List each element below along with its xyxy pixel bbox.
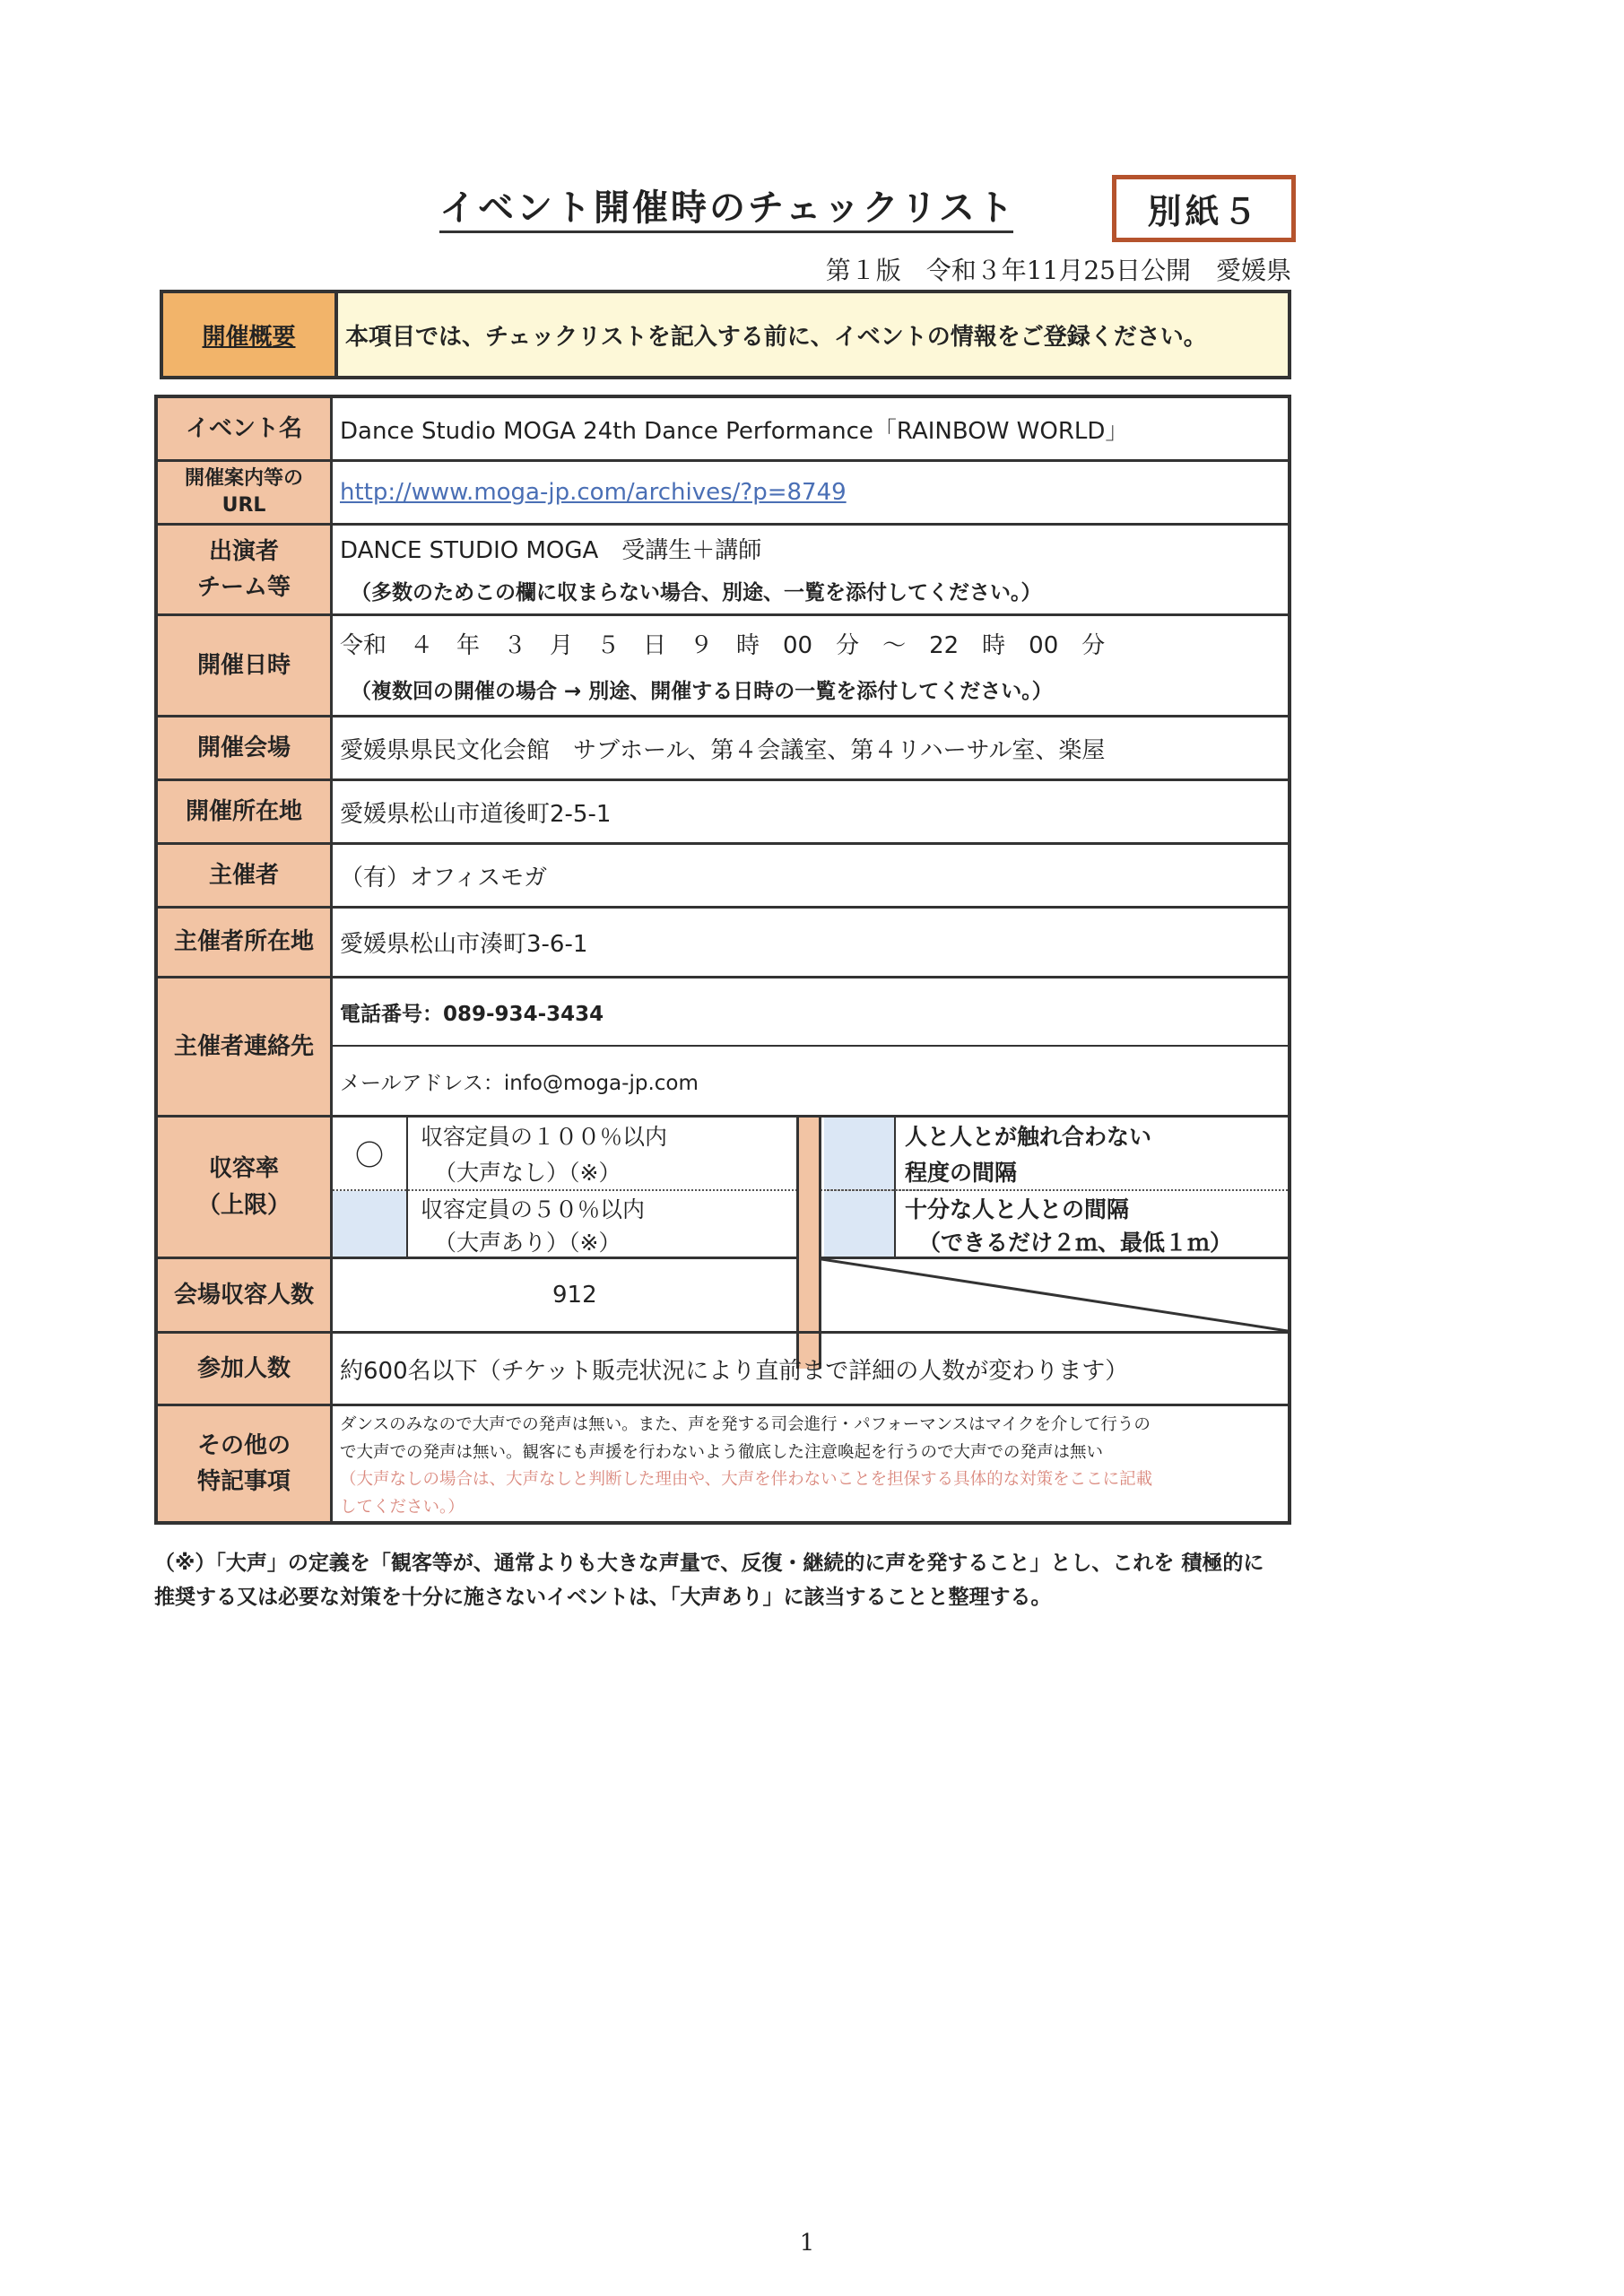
datetime-value: 令和 ４ 年 ３ 月 ５ 日 ９ 時 00 分 ～ 22 時 00 分 <box>340 631 1106 659</box>
footnote: （※）「大声」の定義を「観客等が、通常よりも大きな声量で、反復・継続的に声を発すること」とし、これを 積極的に推奨する又は必要な対策を十分に施さないイベントは、「大声あり」に該当することと整理する。 <box>154 1552 1264 1609</box>
overview-label: 開催概要 <box>160 290 334 379</box>
label-contact: 主催者連絡先 <box>158 978 333 1115</box>
label-organizer-address: 主催者所在地 <box>158 909 333 976</box>
selected-circle-mark[interactable]: 〇 <box>354 1138 384 1172</box>
performers-note: （多数のためこの欄に収まらない場合、別途、一覧を添付してください。） <box>351 581 1042 604</box>
attachment-badge: 別紙５ <box>1112 175 1296 242</box>
label-event-name: イベント名 <box>158 398 333 459</box>
label-other-notes: その他の 特記事項 <box>158 1406 333 1521</box>
other-notes-line2: で大声での発声は無い。観客にも声援を行わないよう徹底した注意喚起を行うので大声での発声は無い <box>340 1442 1104 1462</box>
label-performers: 出演者 チーム等 <box>158 526 333 613</box>
label-capacity-rate: 収容率 （上限） <box>158 1118 333 1257</box>
contact-phone: 電話番号：089-934-3434 <box>340 1002 604 1026</box>
option-100-line2: （大声なし）（※） <box>434 1160 621 1186</box>
option-checkbox-spacing[interactable] <box>824 1118 894 1189</box>
option-distance-line1: 十分な人と人との間隔 <box>905 1196 1130 1222</box>
label-participants: 参加人数 <box>158 1334 333 1404</box>
venue-capacity-value: 912 <box>552 1282 597 1309</box>
option-50-line2: （大声あり）（※） <box>434 1229 621 1256</box>
option-distance-line2: （できるだけ２ｍ、最低１ｍ） <box>918 1229 1233 1256</box>
option-spacing-line2: 程度の間隔 <box>905 1160 1018 1186</box>
other-notes-hint2: してください。） <box>340 1497 465 1517</box>
option-checkbox-50[interactable] <box>333 1191 406 1257</box>
event-name-value: Dance Studio MOGA 24th Dance Performance「RAINBOW WORLD」 <box>340 417 1129 445</box>
option-100-line1: 収容定員の１００％以内 <box>421 1124 668 1150</box>
venue-address-value: 愛媛県松山市道後町2-5-1 <box>340 800 612 828</box>
version-info: 第１版 令和３年11月25日公開 愛媛県 <box>825 256 1291 285</box>
label-venue-capacity: 会場収容人数 <box>158 1259 333 1331</box>
participants-value: 約600名以下（チケット販売状況により直前まで詳細の人数が変わります） <box>340 1357 1129 1385</box>
option-spacing-line1: 人と人とが触れ合わない <box>905 1124 1152 1150</box>
label-url: 開催案内等の URL <box>158 462 333 523</box>
label-venue: 開催会場 <box>158 718 333 778</box>
label-organizer: 主催者 <box>158 845 333 906</box>
overview-text: 本項目では、チェックリストを記入する前に、イベントの情報をご登録ください。 <box>334 290 1291 379</box>
page-number: 1 <box>799 2230 815 2257</box>
organizer-value: （有）オフィスモガ <box>340 864 548 891</box>
other-notes-line1: ダンスのみなので大声での発声は無い。また、声を発する司会進行・パフォーマンスはマイクを介して行うの <box>340 1415 1151 1434</box>
label-datetime: 開催日時 <box>158 616 333 715</box>
event-info-table <box>154 395 1291 1525</box>
option-checkbox-distance[interactable] <box>824 1191 894 1257</box>
label-venue-address: 開催所在地 <box>158 781 333 842</box>
page-title: イベント開催時のチェックリスト <box>439 179 1013 233</box>
organizer-address-value: 愛媛県松山市湊町3-6-1 <box>340 931 588 958</box>
venue-value: 愛媛県県民文化会館 サブホール、第４会議室、第４リハーサル室、楽屋 <box>340 736 1106 764</box>
option-50-line1: 収容定員の５０％以内 <box>421 1196 646 1222</box>
event-url-link[interactable]: http://www.moga-jp.com/archives/?p=8749 <box>340 479 847 506</box>
performers-value: DANCE STUDIO MOGA 受講生＋講師 <box>340 536 762 564</box>
diagonal-strike <box>821 1259 1288 1331</box>
contact-email: メールアドレス：info@moga-jp.com <box>340 1071 699 1095</box>
other-notes-hint1: （大声なしの場合は、大声なしと判断した理由や、大声を伴わないことを担保する具体的な対策をここに記載 <box>340 1470 1153 1490</box>
datetime-note: （複数回の開催の場合 → 別途、開催する日時の一覧を添付してください。） <box>351 680 1053 703</box>
